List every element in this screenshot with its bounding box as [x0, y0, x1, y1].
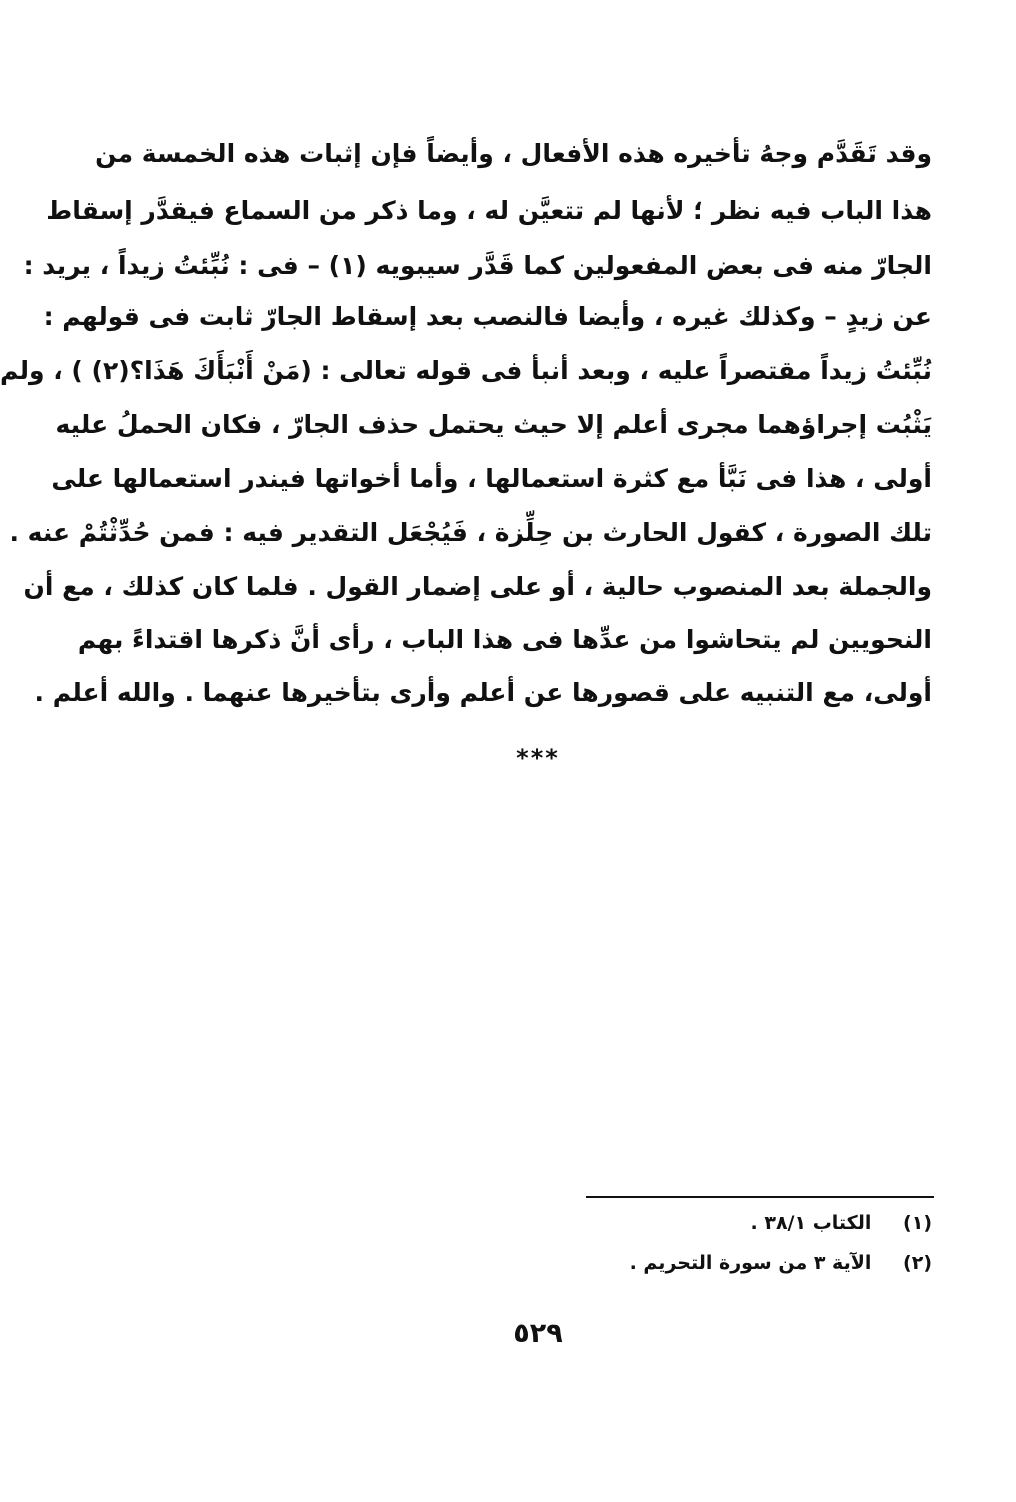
- body-line-2: هذا الباب فيه نظر ؛ لأنها لم تتعيَّن له ، وما ذكر من السماع فيقدَّر إسقاط: [46, 196, 932, 225]
- page-number: ٥٢٩: [513, 1318, 563, 1349]
- body-line-9: والجملة بعد المنصوب حالية ، أو على إضمار القول . فلما كان كذلك ، مع أن: [23, 572, 932, 601]
- body-line-7: أولى ، هذا فى نَبَّأ مع كثرة استعمالها ، وأما أخواتها فيندر استعمالها على: [51, 464, 932, 493]
- footnote-2-text: الآية ٣ من سورة التحريم .: [629, 1252, 872, 1274]
- body-line-3: الجارّ منه فى بعض المفعولين كما قَدَّر سيبويه (١) – فى : نُبِّئتُ زيداً ، يريد :: [23, 251, 932, 280]
- footnote-1-text: الكتاب ٣٨/١ .: [750, 1212, 872, 1234]
- footnote-1: [532, 1205, 932, 1241]
- body-line-6: يَثْبُت إجراؤهما مجرى أعلم إلا حيث يحتمل حذف الجارّ ، فكان الحملُ عليه: [55, 410, 932, 439]
- footnote-rule: [586, 1196, 934, 1198]
- footnote-2-number: (٢): [903, 1252, 932, 1274]
- body-line-11: أولى، مع التنبيه على قصورها عن أعلم وأرى بتأخيرها عنهما . والله أعلم .: [34, 678, 932, 707]
- body-line-8: تلك الصورة ، كقول الحارث بن حِلِّزة ، فَيُجْعَل التقدير فيه : فمن حُدِّثْتُمْ عنه .: [9, 518, 932, 547]
- body-line-10: النحويين لم يتحاشوا من عدِّها فى هذا الباب ، رأى أنَّ ذكرها اقتداءً بهم: [77, 625, 932, 654]
- body-line-4: عن زيدٍ – وكذلك غيره ، وأيضا فالنصب بعد إسقاط الجارّ ثابت فى قولهم :: [43, 302, 932, 331]
- body-line-5: نُبِّئتُ زيداً مقتصراً عليه ، وبعد أنبأ فى قوله تعالى : (مَنْ أَنْبَأَكَ هَذَا؟(٢) ) ، ولم: [0, 356, 932, 385]
- body-line-1: وقد تَقَدَّم وجهُ تأخيره هذه الأفعال ، وأيضاً فإن إثبات هذه الخمسة من: [95, 139, 932, 168]
- footnote-1-number: (١): [903, 1212, 932, 1234]
- section-separator: ***: [516, 744, 560, 772]
- footnote-2: [532, 1245, 932, 1281]
